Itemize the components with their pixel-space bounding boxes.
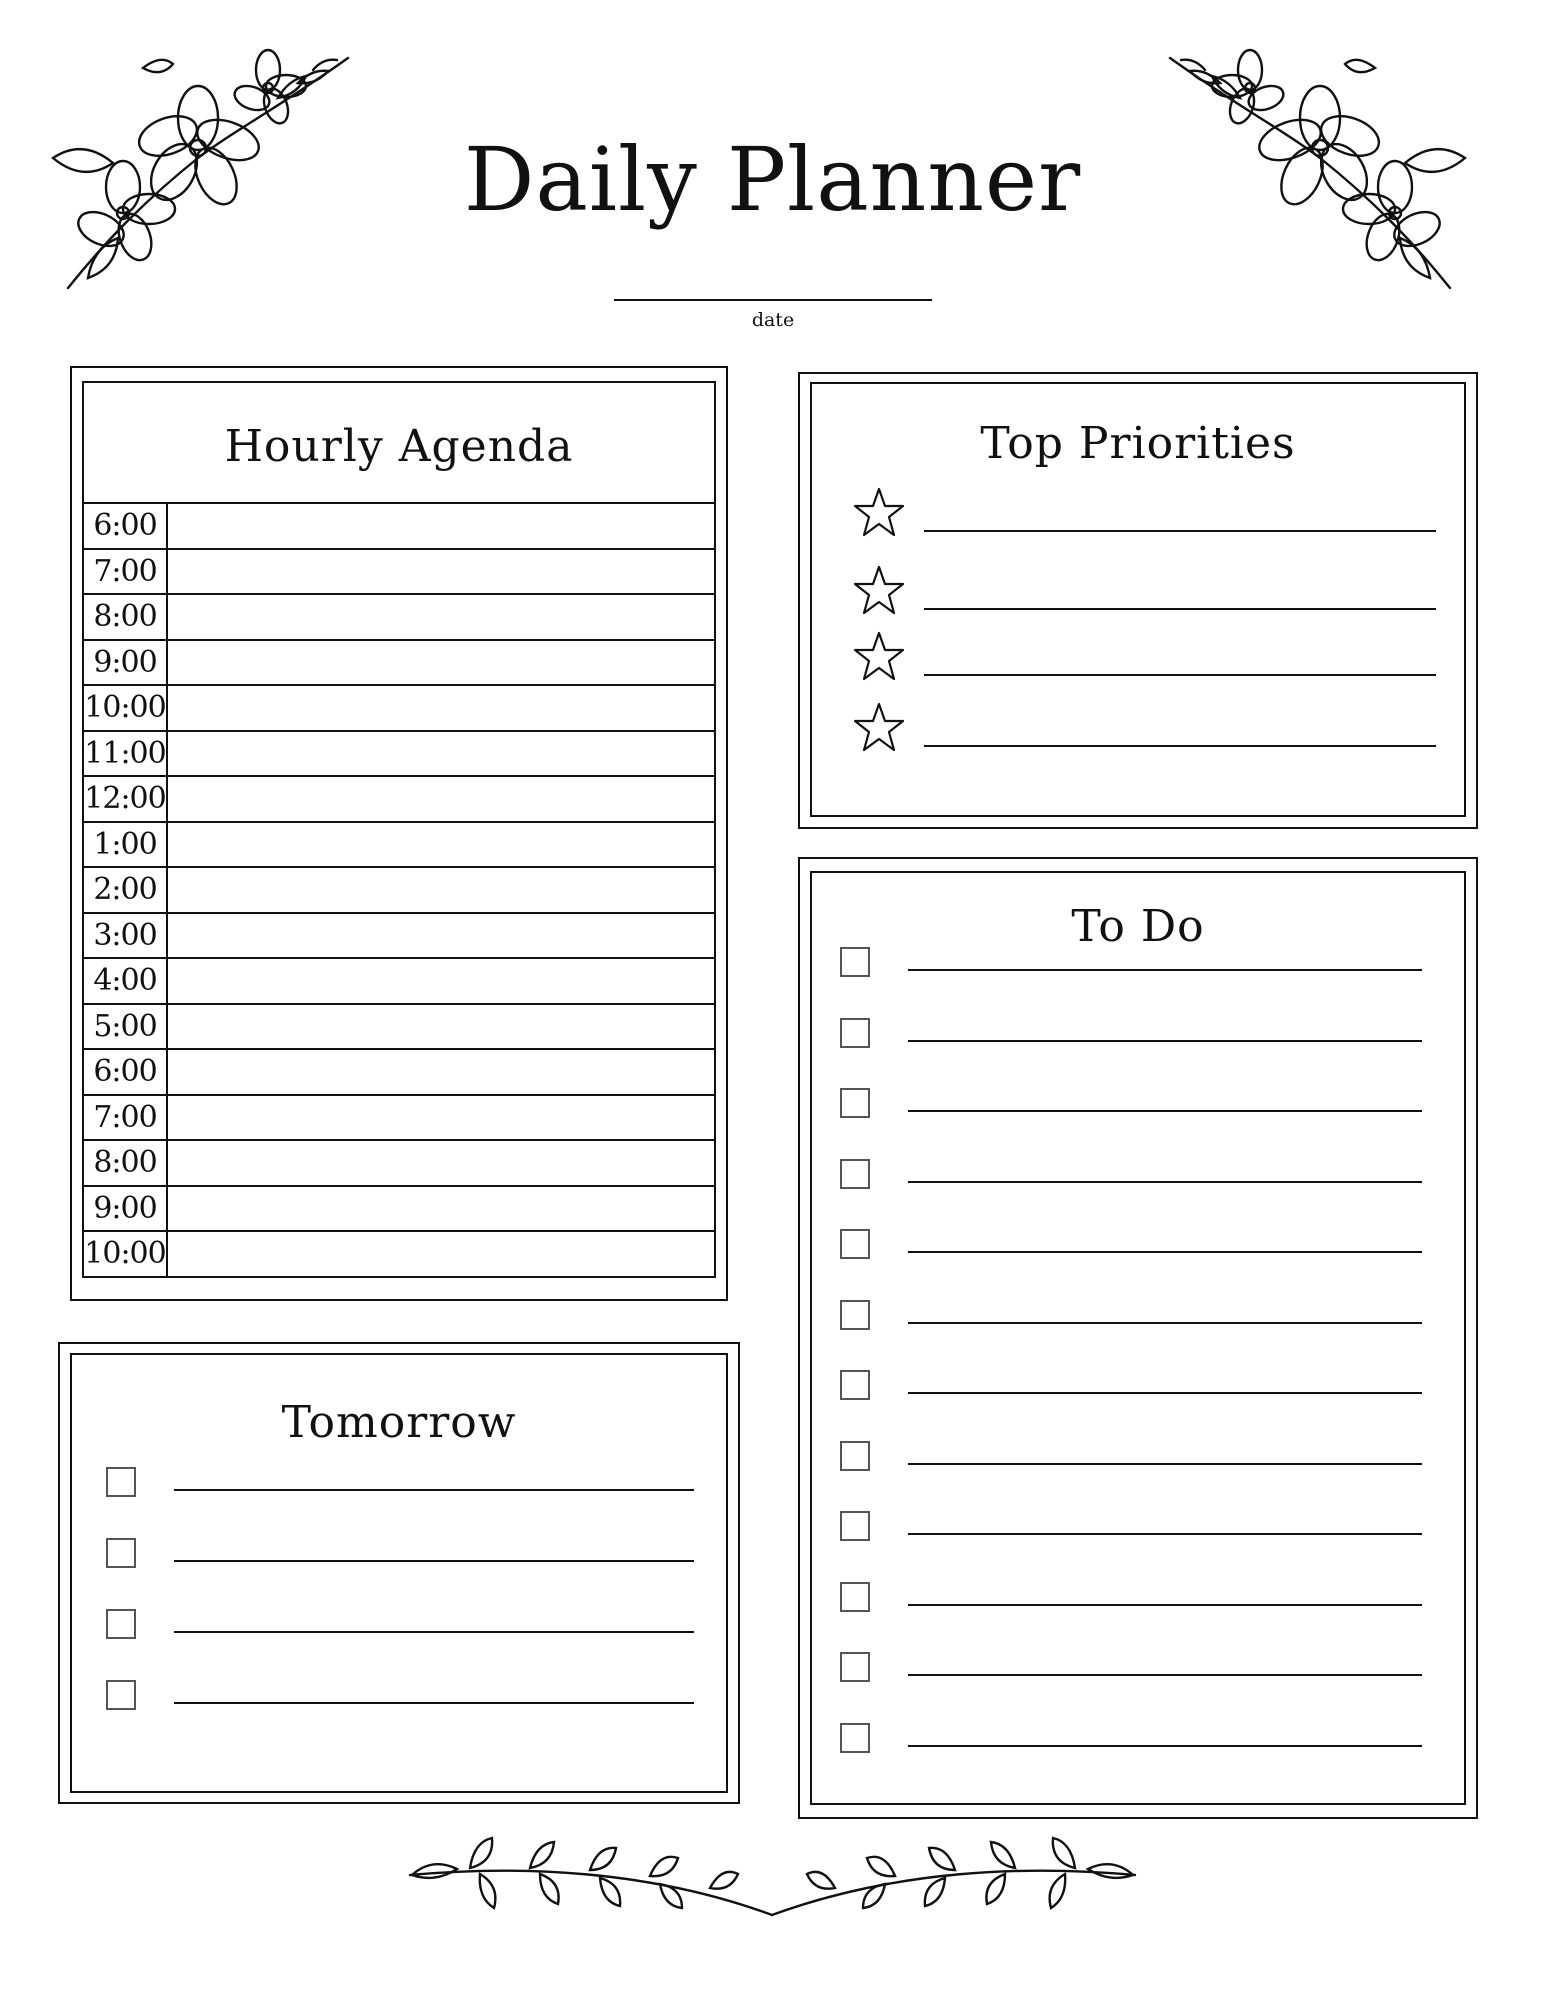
agenda-time-label: 12:00 bbox=[84, 777, 168, 821]
agenda-row[interactable] bbox=[84, 1005, 714, 1051]
priority-entry-line[interactable] bbox=[924, 674, 1436, 676]
priority-entry-line[interactable] bbox=[924, 745, 1436, 747]
agenda-time-label: 6:00 bbox=[84, 1050, 168, 1094]
star-icon bbox=[852, 701, 906, 753]
todo-entry-line[interactable] bbox=[908, 1604, 1422, 1606]
agenda-time-label: 11:00 bbox=[84, 732, 168, 776]
agenda-row[interactable] bbox=[84, 1050, 714, 1096]
agenda-time-label: 8:00 bbox=[84, 1141, 168, 1185]
agenda-row[interactable] bbox=[84, 504, 714, 550]
agenda-time-label: 1:00 bbox=[84, 823, 168, 867]
agenda-row[interactable] bbox=[84, 1187, 714, 1233]
agenda-row[interactable] bbox=[84, 868, 714, 914]
todo-checkbox[interactable] bbox=[840, 1370, 870, 1400]
leaf-vine-bottom-icon bbox=[400, 1820, 1145, 1930]
todo-checkbox[interactable] bbox=[840, 1511, 870, 1541]
agenda-time-label: 7:00 bbox=[84, 550, 168, 594]
todo-checkbox[interactable] bbox=[840, 1159, 870, 1189]
todo-checkbox[interactable] bbox=[840, 1018, 870, 1048]
tomorrow-checkbox[interactable] bbox=[106, 1609, 136, 1639]
hourly-agenda-panel bbox=[82, 381, 716, 1278]
agenda-time-label: 4:00 bbox=[84, 959, 168, 1003]
agenda-row[interactable] bbox=[84, 823, 714, 869]
todo-entry-line[interactable] bbox=[908, 1181, 1422, 1183]
todo-panel bbox=[810, 871, 1466, 1805]
todo-checkbox[interactable] bbox=[840, 1300, 870, 1330]
todo-title: To Do bbox=[1071, 901, 1205, 952]
agenda-time-label: 6:00 bbox=[84, 504, 168, 548]
agenda-row[interactable] bbox=[84, 914, 714, 960]
todo-checkbox[interactable] bbox=[840, 1582, 870, 1612]
page-title: Daily Planner bbox=[463, 128, 1082, 231]
agenda-row[interactable] bbox=[84, 686, 714, 732]
tomorrow-panel bbox=[70, 1353, 728, 1793]
todo-entry-line[interactable] bbox=[908, 1392, 1422, 1394]
agenda-row[interactable] bbox=[84, 732, 714, 778]
todo-entry-line[interactable] bbox=[908, 1533, 1422, 1535]
todo-entry-line[interactable] bbox=[908, 1110, 1422, 1112]
date-input-line[interactable] bbox=[614, 299, 932, 301]
todo-entry-line[interactable] bbox=[908, 1322, 1422, 1324]
tomorrow-entry-line[interactable] bbox=[174, 1489, 694, 1491]
todo-entry-line[interactable] bbox=[908, 1463, 1422, 1465]
agenda-time-label: 7:00 bbox=[84, 1096, 168, 1140]
agenda-row[interactable] bbox=[84, 641, 714, 687]
agenda-row[interactable] bbox=[84, 1141, 714, 1187]
todo-entry-line[interactable] bbox=[908, 1040, 1422, 1042]
tomorrow-checkbox[interactable] bbox=[106, 1680, 136, 1710]
agenda-time-label: 8:00 bbox=[84, 595, 168, 639]
agenda-time-label: 9:00 bbox=[84, 1187, 168, 1231]
tomorrow-entry-line[interactable] bbox=[174, 1560, 694, 1562]
todo-entry-line[interactable] bbox=[908, 969, 1422, 971]
top-priorities-title: Top Priorities bbox=[980, 418, 1296, 469]
todo-entry-line[interactable] bbox=[908, 1745, 1422, 1747]
agenda-time-label: 3:00 bbox=[84, 914, 168, 958]
agenda-time-label: 9:00 bbox=[84, 641, 168, 685]
todo-checkbox[interactable] bbox=[840, 1441, 870, 1471]
tomorrow-title: Tomorrow bbox=[281, 1397, 517, 1448]
date-label: date bbox=[751, 309, 795, 331]
priority-entry-line[interactable] bbox=[924, 530, 1436, 532]
hourly-agenda-table bbox=[84, 502, 714, 1276]
todo-entry-line[interactable] bbox=[908, 1251, 1422, 1253]
agenda-time-label: 10:00 bbox=[84, 686, 168, 730]
hourly-agenda-title: Hourly Agenda bbox=[224, 421, 574, 472]
todo-checkbox[interactable] bbox=[840, 947, 870, 977]
agenda-row[interactable] bbox=[84, 1096, 714, 1142]
star-icon bbox=[852, 564, 906, 616]
agenda-row[interactable] bbox=[84, 595, 714, 641]
todo-checkbox[interactable] bbox=[840, 1652, 870, 1682]
tomorrow-entry-line[interactable] bbox=[174, 1702, 694, 1704]
priority-entry-line[interactable] bbox=[924, 608, 1436, 610]
star-icon bbox=[852, 486, 906, 538]
agenda-row[interactable] bbox=[84, 777, 714, 823]
agenda-time-label: 5:00 bbox=[84, 1005, 168, 1049]
agenda-row[interactable] bbox=[84, 550, 714, 596]
tomorrow-checkbox[interactable] bbox=[106, 1467, 136, 1497]
todo-checkbox[interactable] bbox=[840, 1229, 870, 1259]
agenda-time-label: 10:00 bbox=[84, 1232, 168, 1278]
agenda-time-label: 2:00 bbox=[84, 868, 168, 912]
agenda-row[interactable] bbox=[84, 959, 714, 1005]
agenda-row[interactable] bbox=[84, 1232, 714, 1278]
todo-checkbox[interactable] bbox=[840, 1723, 870, 1753]
todo-checkbox[interactable] bbox=[840, 1088, 870, 1118]
tomorrow-checkbox[interactable] bbox=[106, 1538, 136, 1568]
top-priorities-panel bbox=[810, 382, 1466, 817]
star-icon bbox=[852, 630, 906, 682]
todo-entry-line[interactable] bbox=[908, 1674, 1422, 1676]
tomorrow-entry-line[interactable] bbox=[174, 1631, 694, 1633]
